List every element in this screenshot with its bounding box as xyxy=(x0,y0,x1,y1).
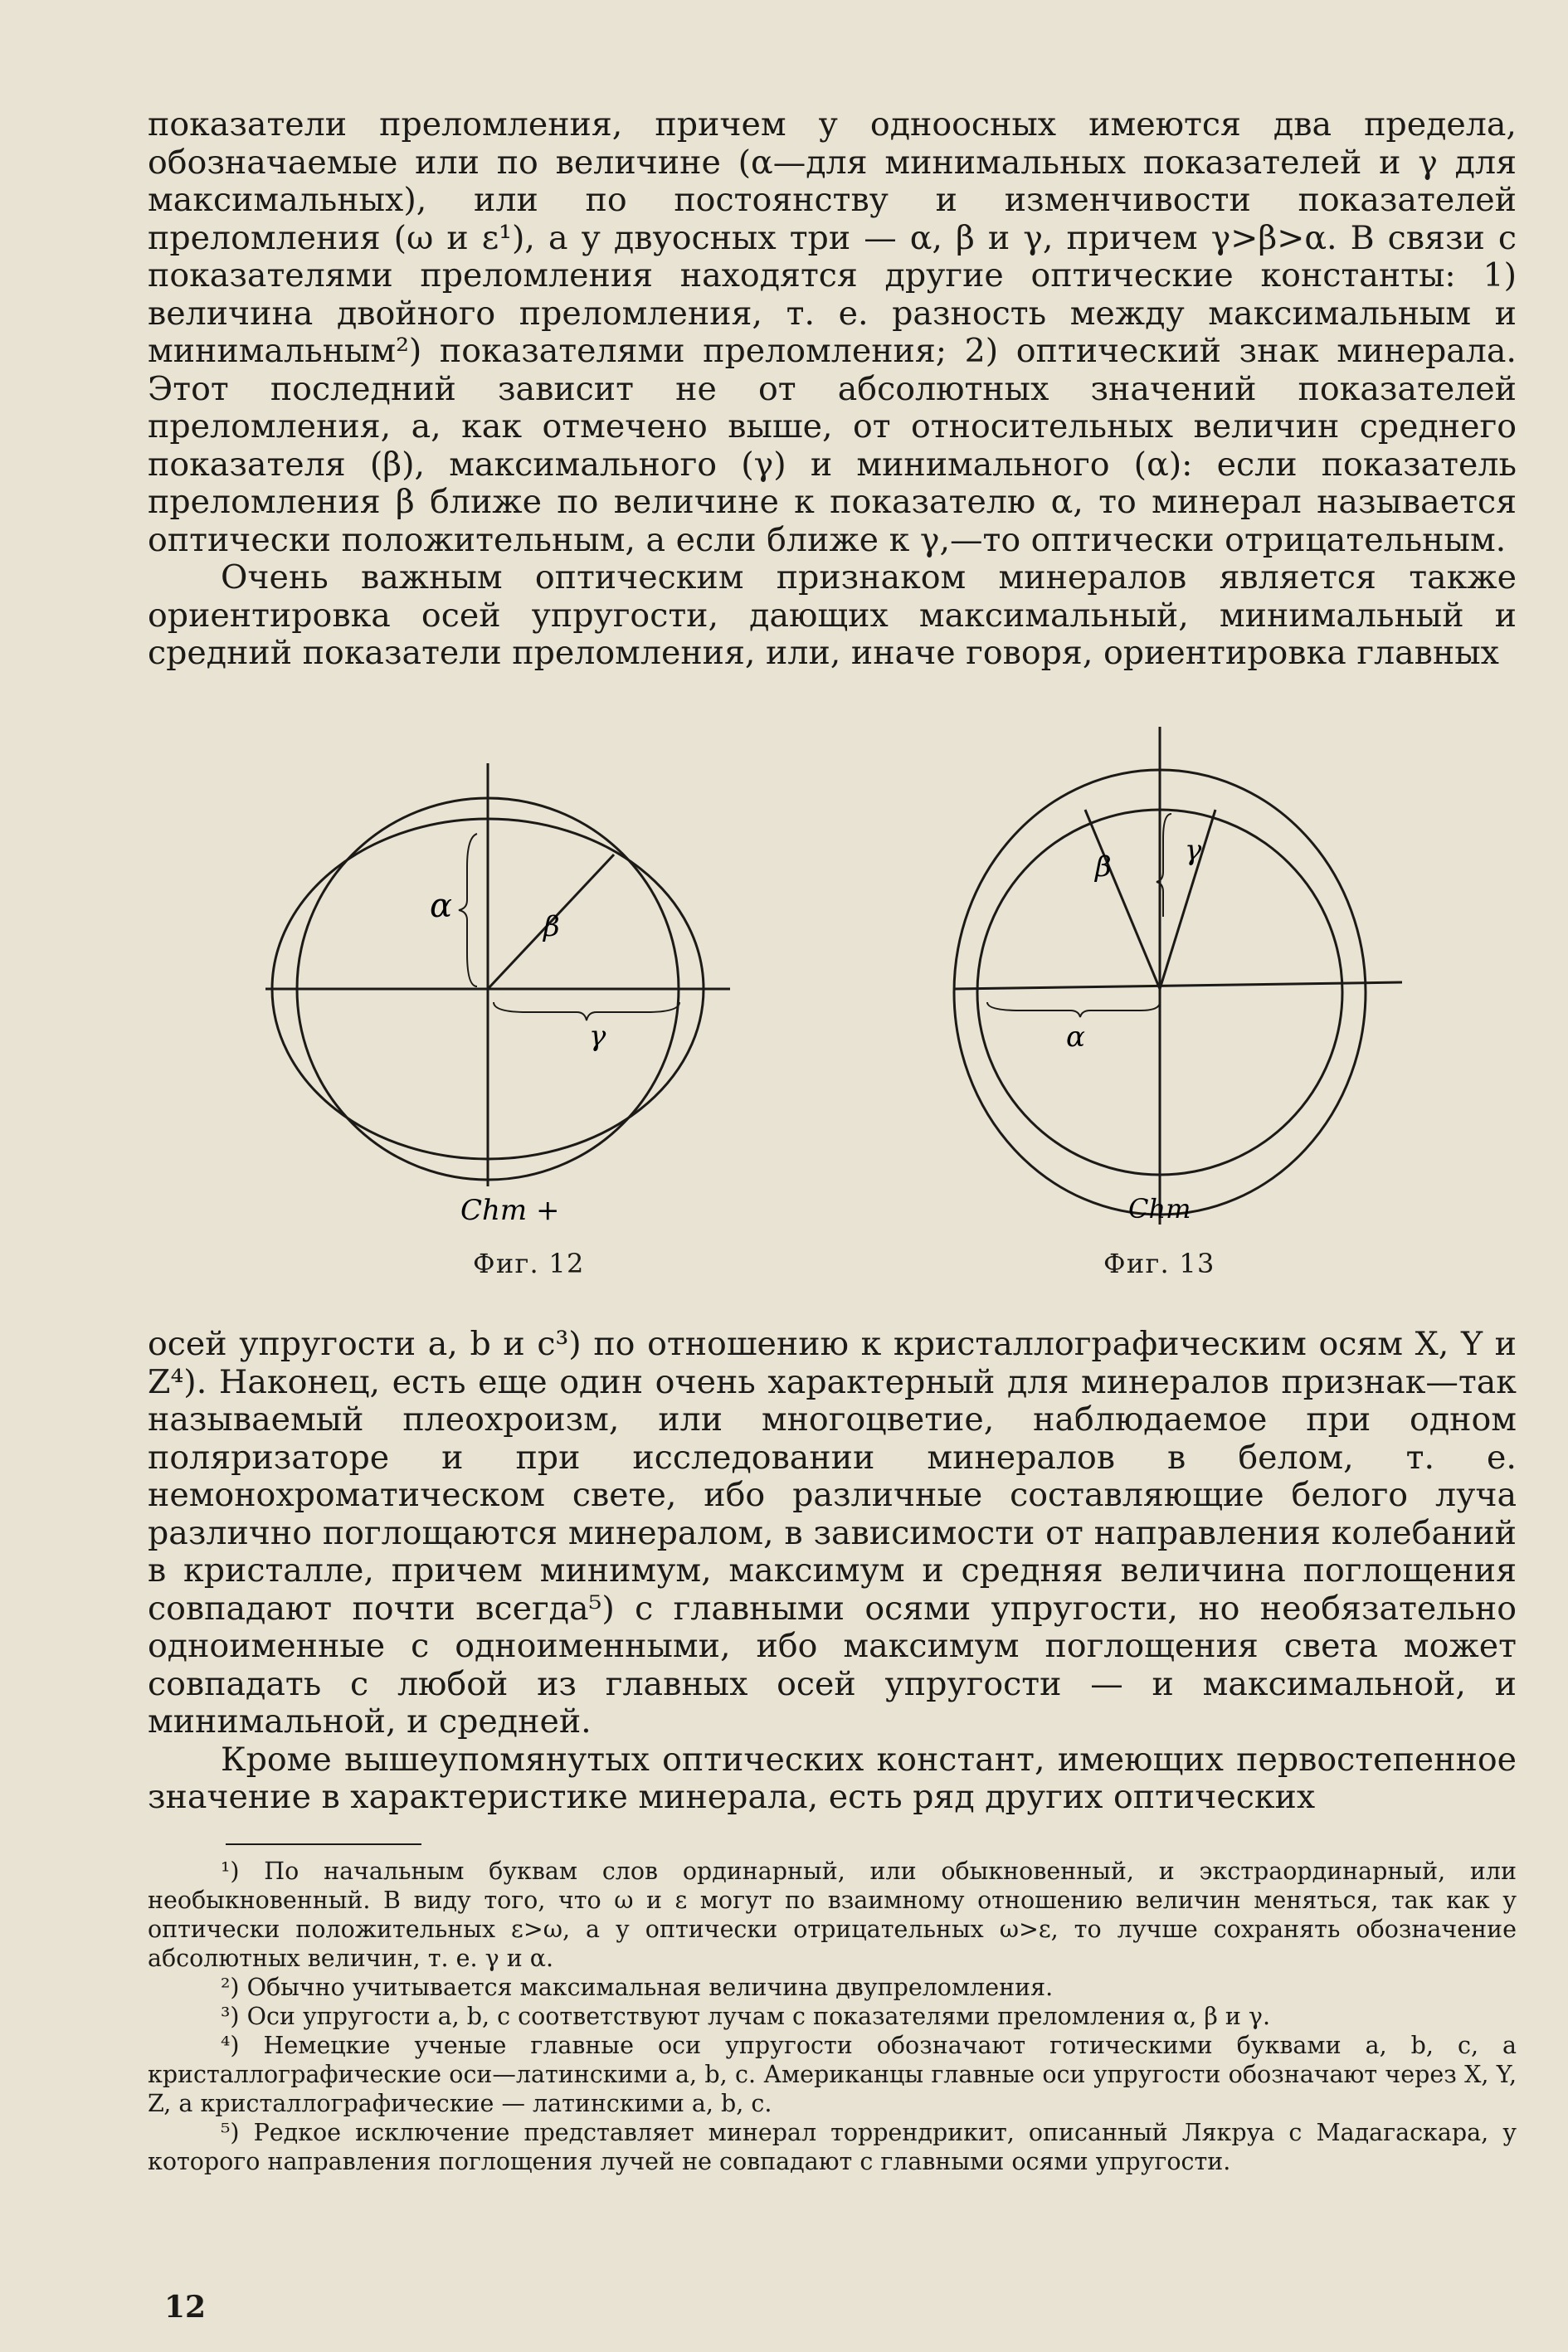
fig12-label-bottom: Chm + xyxy=(460,1194,560,1227)
fig12-label-beta: β xyxy=(543,910,560,943)
paragraph-3: осей упругости a, b и c³) по отношению к кристаллографическим осям X, Y и Z⁴). Наконец, есть еще один очень характерный для минералов признак—так называемый плеохроизм, или многоцветие, наблюдаемое при одном поляризаторе и при исследовании минералов в белом, т. е. немонохроматическом свете, ибо различные составляющие белого луча различно поглощаются минералом, в зависимости от направления колебаний в кристалле, причем минимум, максимум и средняя величина поглощения совпадают почти всегда⁵) с главными осями упругости, но необязательно одноименные с одноименными, ибо максимум поглощения света может совпадать с любой из главных осей упругости — и максимальной, и минимальной, и средней. xyxy=(148,1325,1517,1741)
fig13-brace-alpha xyxy=(987,1002,1160,1017)
figures-area xyxy=(0,713,1568,1294)
fig13-horizontal-axis xyxy=(954,982,1402,989)
fig13-label-bottom: Chm xyxy=(1128,1193,1191,1225)
fig13-label-alpha: α xyxy=(1066,1020,1085,1054)
footnote-5: ⁵) Редкое исключение представляет минерал торрендрикит, описанный Лякруа с Мадагаскара, у которого направления поглощения лучей не совпадают с главными осями упругости. xyxy=(148,2119,1517,2175)
figure-13-caption: Фиг. 13 xyxy=(1103,1248,1215,1279)
figure-13 xyxy=(904,710,1468,1241)
footnote-1: ¹) По начальным буквам слов ординарный, или обыкновенный, и экстраординарный, или необыкновенный. В виду того, что ω и ε могут по взаимному отношению величин меняться, так как у оптически положительных ε>ω, а у оптически отрицательных ω>ε, то лучше сохранять обозначение абсолютных величин, т. е. γ и α. xyxy=(148,1858,1517,1972)
main-text-lower xyxy=(148,1326,1517,1817)
figure-12 xyxy=(249,713,813,1244)
paragraph-2: Очень важным оптическим признаком минералов является также ориентировка осей упругости, дающих максимальный, минимальный и средний показатели преломления, или, иначе говоря, ориентировка главных xyxy=(148,558,1517,672)
page-number: 12 xyxy=(164,2290,207,2325)
main-text-upper xyxy=(148,106,1517,673)
fig12-label-alpha: α xyxy=(430,887,453,925)
fig13-label-beta: β xyxy=(1095,850,1112,884)
fig12-brace-alpha xyxy=(459,834,477,986)
footnote-3: ³) Оси упругости a, b, c соответствуют лучам с показателями преломления α, β и γ. xyxy=(221,2003,1271,2030)
fig13-label-gamma: γ xyxy=(1185,834,1202,867)
paragraph-1: показатели преломления, причем у одноосных имеются два предела, обозначаемые или по величине (α—для минимальных показателей и γ для максимальных), или по постоянству и изменчивости показателей преломления (ω и ε¹), а у двуосных три — α, β и γ, причем γ>β>α. В связи с показателями преломления находятся другие оптические константы: 1) величина двойного преломления, т. е. разность между максимальным и минимальным²) показателями преломления; 2) оптический знак минерала. Этот последний зависит не от абсолютных значений показателей преломления, а, как отмечено выше, от относительных величин среднего показателя (β), максимального (γ) и минимального (α): если показатель преломления β ближе по величине к показателю α, то минерал называется оптически положительным, а если ближе к γ,—то оптически отрицательным. xyxy=(148,105,1517,559)
fig13-radius-left xyxy=(1085,810,1160,989)
figure-12-caption: Фиг. 12 xyxy=(473,1248,585,1279)
footnote-rule xyxy=(226,1843,421,1845)
footnote-2: ²) Обычно учитывается максимальная величина двупреломления. xyxy=(221,1974,1054,2001)
footnotes xyxy=(148,1857,1517,2176)
footnote-4: ⁴) Немецкие ученые главные оси упругости обозначают готическими буквами a, b, c, а кристаллографические оси—латинскими a, b, c. Американцы главные оси упругости обозначают через X, Y, Z, а кристаллографические — латинскими a, b, c. xyxy=(148,2032,1517,2117)
fig12-brace-gamma xyxy=(494,1002,679,1020)
fig12-label-gamma: γ xyxy=(589,1020,606,1053)
paragraph-4: Кроме вышеупомянутых оптических констант, имеющих первостепенное значение в характеристике минерала, есть ряд других оптических xyxy=(148,1740,1517,1816)
